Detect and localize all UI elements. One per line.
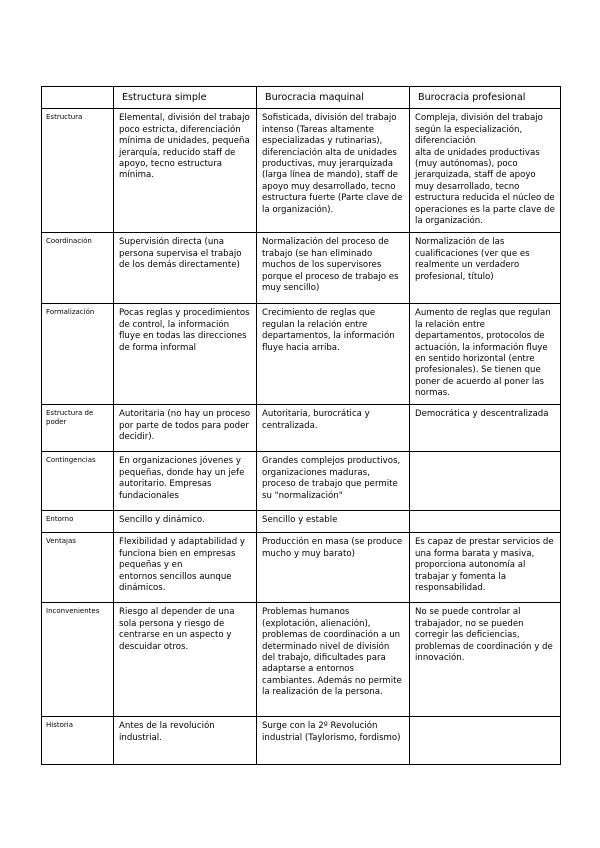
table-row <box>42 109 561 233</box>
table-cell: Normalización del proceso de trabajo (se han eliminado muchos de los supervisores porque el proceso de trabajo es muy sencillo) <box>257 233 410 304</box>
table-row <box>42 304 561 405</box>
table-cell: Sencillo y estable <box>257 511 410 533</box>
header-burocracia-maquinal: Burocracia maquinal <box>257 87 410 109</box>
header-corner <box>42 87 114 109</box>
table-cell: Sofisticada, división del trabajo intenso (Tareas altamente especializadas y rutinarias), diferenciación alta de unidades productivas, muy jerarquizada (larga línea de mando), staff de apoyo muy desarrollado, tecno estructura fuerte (Parte clave de la organización). <box>257 109 410 233</box>
table-cell: Autoritaria, burocrática y centralizada. <box>257 405 410 452</box>
table-cell: Producción en masa (se produce mucho y muy barato) <box>257 533 410 603</box>
row-label: Formalización <box>42 304 114 405</box>
table-cell: Es capaz de prestar servicios de una forma barata y masiva, proporciona autonomía al trabajar y fomenta la responsabilidad. <box>410 533 561 603</box>
table-row <box>42 405 561 452</box>
header-burocracia-profesional: Burocracia profesional <box>410 87 561 109</box>
table-cell: Autoritaria (no hay un proceso por parte de todos para poder decidir). <box>114 405 257 452</box>
table-cell <box>410 511 561 533</box>
table-row <box>42 603 561 717</box>
row-label: Coordinación <box>42 233 114 304</box>
row-label: Entorno <box>42 511 114 533</box>
table-cell: Flexibilidad y adaptabilidad y funciona bien en empresas pequeñas y en entornos sencillos aunque dinámicos. <box>114 533 257 603</box>
table-cell: Democrática y descentralizada <box>410 405 561 452</box>
table-cell: Surge con la 2º Revolución industrial (Taylorismo, fordismo) <box>257 717 410 765</box>
table-cell: Compleja, división del trabajo según la especialización, diferenciación alta de unidades productivas (muy autónomas), poco jerarquizada, staff de apoyo muy desarrollado, tecno estructura reducida el núcleo de operaciones es la parte clave de la organización. <box>410 109 561 233</box>
table-cell: Aumento de reglas que regulan la relación entre departamentos, protocolos de actuación, la información fluye en sentido horizontal (entre profesionales). Se tienen que poner de acuerdo al poner las normas. <box>410 304 561 405</box>
header-estructura-simple: Estructura simple <box>114 87 257 109</box>
table-cell <box>410 452 561 511</box>
table-cell: Elemental, división del trabajo poco estricta, diferenciación mínima de unidades, pequeña jerarquía, reducido staff de apoyo, tecno estructura mínima. <box>114 109 257 233</box>
table-cell: No se puede controlar al trabajador, no se pueden corregir las deficiencias, problemas de coordinación y de innovación. <box>410 603 561 717</box>
table-row <box>42 452 561 511</box>
row-label: Contingencias <box>42 452 114 511</box>
table-cell: Problemas humanos (explotación, alienación), problemas de coordinación a un determinado nivel de división del trabajo, dificultades para adaptarse a entornos cambiantes. Además no permite la realización de la persona. <box>257 603 410 717</box>
row-label: Historia <box>42 717 114 765</box>
table-cell: Antes de la revolución industrial. <box>114 717 257 765</box>
table-cell: Crecimiento de reglas que regulan la relación entre departamentos, la información fluye hacia arriba. <box>257 304 410 405</box>
table-row <box>42 533 561 603</box>
table-row <box>42 233 561 304</box>
table-cell: Supervisión directa (una persona supervisa el trabajo de los demás directamente) <box>114 233 257 304</box>
table-cell: En organizaciones jóvenes y pequeñas, donde hay un jefe autoritario. Empresas fundacionales <box>114 452 257 511</box>
row-label: Estructura <box>42 109 114 233</box>
row-label: Ventajas <box>42 533 114 603</box>
table-cell <box>410 717 561 765</box>
table-row <box>42 511 561 533</box>
table-cell: Normalización de las cualificaciones (ver que es realmente un verdadero profesional, título) <box>410 233 561 304</box>
header-row <box>42 87 561 109</box>
table-row <box>42 717 561 765</box>
row-label: Inconvenientes <box>42 603 114 717</box>
table-cell: Sencillo y dinámico. <box>114 511 257 533</box>
comparison-table <box>41 86 561 765</box>
row-label: Estructura de poder <box>42 405 114 452</box>
table-cell: Grandes complejos productivos, organizaciones maduras, proceso de trabajo que permite su "normalización" <box>257 452 410 511</box>
table-cell: Pocas reglas y procedimientos de control, la información fluye en todas las direcciones de forma informal <box>114 304 257 405</box>
table-cell: Riesgo al depender de una sola persona y riesgo de centrarse en un aspecto y descuidar otros. <box>114 603 257 717</box>
